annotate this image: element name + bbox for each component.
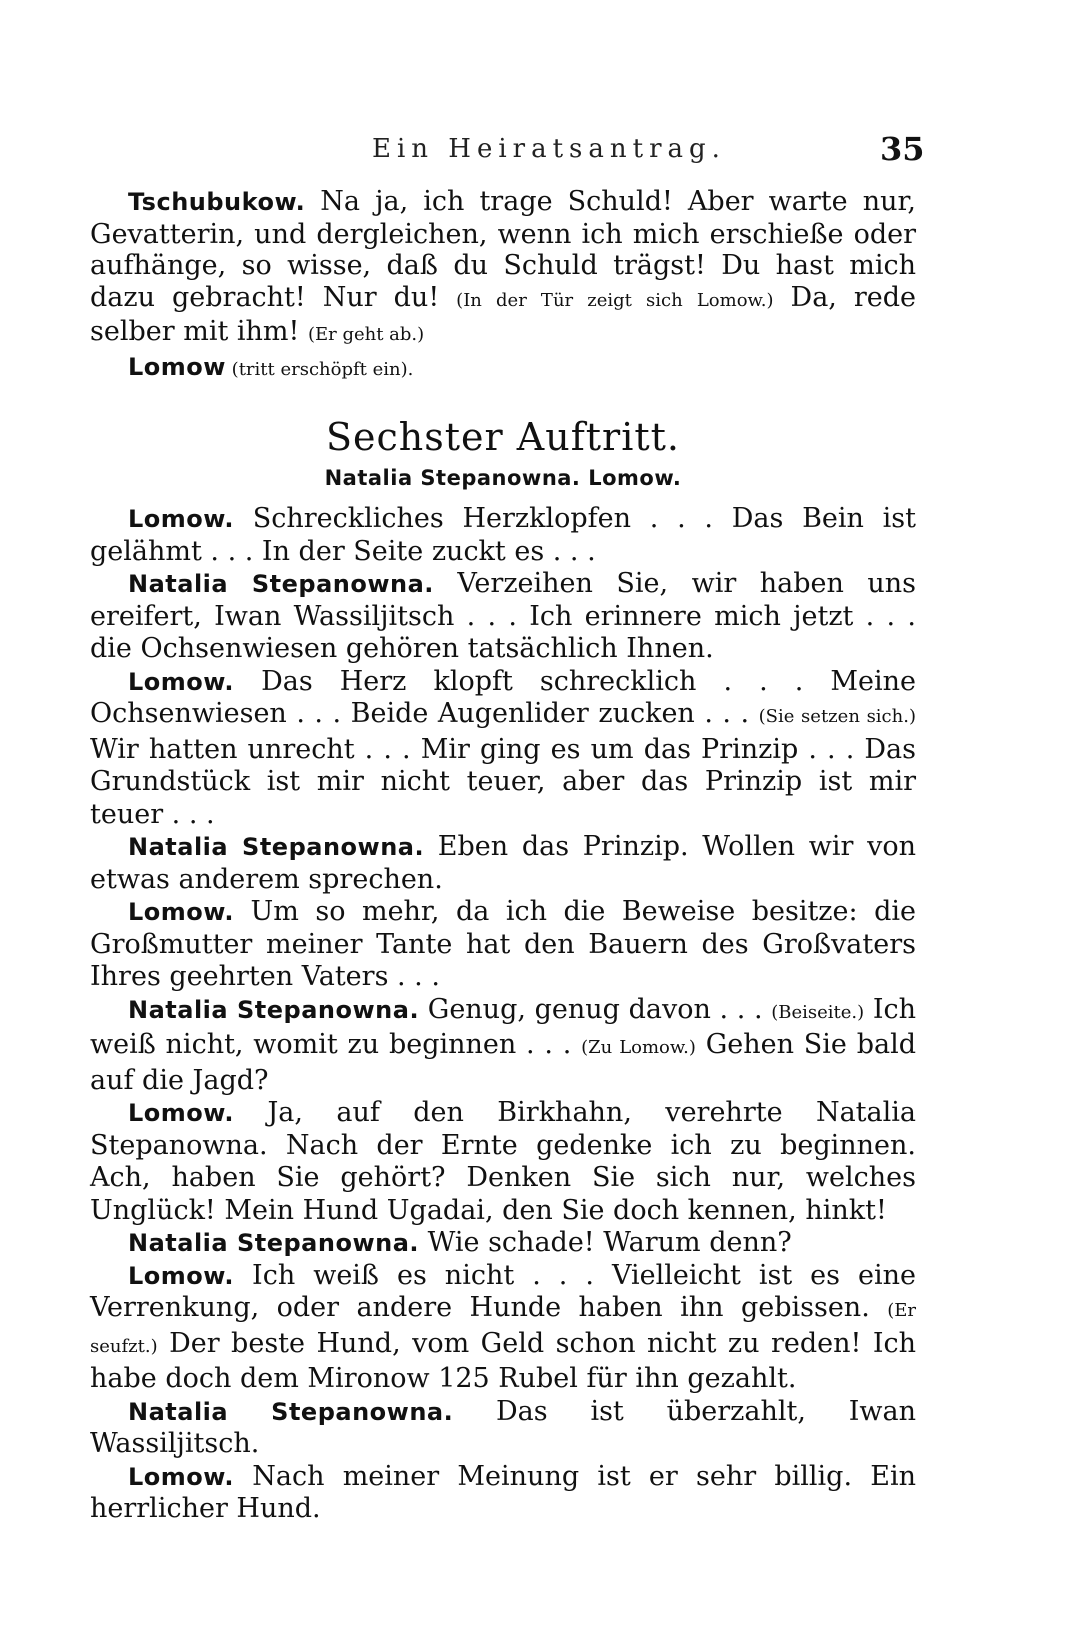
stage-direction: (Zu Lomow.) [581, 1037, 696, 1058]
speaker-name: Natalia Stepanowna. [128, 1397, 454, 1426]
page-number: 35 [880, 130, 925, 168]
spoken-text: Wie schade! Warum denn? [419, 1227, 792, 1258]
spoken-text: Schreckliches Herzklopfen . . . Das Bein ist gelähmt . . . In der Seite zuckt es . . . [90, 503, 916, 567]
spoken-text: Ich weiß nicht, womit zu beginnen . . . [90, 993, 917, 1060]
cast-list: Natalia Stepanowna. Lomow. [324, 466, 682, 490]
dialogue-paragraph [90, 666, 916, 832]
stage-direction: (Er geht ab.) [307, 324, 425, 345]
dialogue-paragraph [90, 831, 916, 896]
spoken-text: Um so mehr, da ich die Beweise besitze: die Großmutter meiner Tante hat den Bauern des Großvaters Ihres geehrten Vaters . . . [90, 896, 916, 992]
spoken-text: Verzeihen Sie, wir haben uns ereifert, Iwan Wassiljitsch . . . Ich erinnere mich jetzt . . . die Ochsenwiesen gehören tatsächlich Ihnen. [90, 568, 916, 664]
speaker-name: Lomow. [128, 505, 235, 533]
speaker-name: Lomow. [128, 1462, 235, 1491]
spoken-text: Ich weiß es nicht . . . Vielleicht ist es eine Verrenkung, oder andere Hunde haben ihn gebissen. [90, 1259, 916, 1323]
speaker-name: Lomow [128, 352, 226, 381]
speaker-name: Lomow. [128, 898, 235, 926]
spoken-text: Eben das Prinzip. Wollen wir von etwas anderem sprechen. [90, 831, 916, 895]
dialogue-paragraph [90, 1461, 916, 1526]
dialogue-paragraph [90, 351, 916, 386]
dialogue-scene-six [90, 503, 916, 1526]
spoken-text: Nach meiner Meinung ist er sehr billig. Ein herrlicher Hund. [90, 1460, 916, 1524]
spoken-text: Das Herz klopft schrecklich . . . Meine Ochsenwiesen . . . Beide Augenlider zucken . . . [90, 665, 916, 729]
dialogue-paragraph [90, 503, 916, 568]
speaker-name: Lomow. [128, 667, 235, 696]
spoken-text: Wir hatten unrecht . . . Mir ging es um das Prinzip . . . Das Grundstück ist mir nicht teuer, aber das Prinzip ist mir teuer . . . [90, 733, 916, 830]
running-head [0, 130, 1072, 174]
dialogue-paragraph [90, 896, 916, 994]
dialogue-before-scene [90, 186, 916, 385]
stage-direction: (Er seufzt.) [90, 1300, 916, 1357]
running-title: Ein Heiratsantrag. [372, 134, 726, 164]
dialogue-paragraph [90, 1396, 916, 1461]
speaker-name: Lomow. [128, 1261, 235, 1290]
dialogue-paragraph [90, 568, 916, 666]
stage-direction: (tritt erschöpft ein). [225, 358, 414, 380]
stage-direction: (Beiseite.) [771, 1001, 865, 1023]
speaker-name: Natalia Stepanowna. [128, 570, 434, 598]
speaker-name: Natalia Stepanowna. [128, 995, 420, 1024]
dialogue-paragraph [90, 1097, 916, 1227]
dialogue-paragraph [90, 994, 916, 1098]
spoken-text: Na ja, ich trage Schuld! Aber warte nur, Gevatterin, und dergleichen, wenn ich mich erschieße oder aufhänge, so wisse, daß du Schuld trägst! Du hast mich dazu gebracht! Nur du! [90, 186, 916, 313]
speaker-name: Natalia Stepanowna. [128, 1229, 420, 1257]
stage-direction: (Sie setzen sich.) [758, 706, 916, 727]
body-text [90, 186, 916, 1526]
scene-title: Sechster Auftritt. [326, 415, 680, 459]
dialogue-paragraph [90, 1227, 916, 1260]
spoken-text: Gehen Sie bald auf die Jagd? [90, 1029, 916, 1096]
speaker-name: Natalia Stepanowna. [128, 833, 425, 861]
speaker-name: Tschubukow. [128, 188, 306, 216]
spoken-text: Da, rede selber mit ihm! [90, 281, 917, 347]
stage-direction: (In der Tür zeigt sich Lomow.) [456, 289, 774, 311]
spoken-text: Der beste Hund, vom Geld schon nicht zu reden! Ich habe doch dem Mironow 125 Rubel für ihn gezahlt. [90, 1327, 916, 1394]
spoken-text: Genug, genug davon . . . [419, 993, 772, 1025]
speaker-name: Lomow. [128, 1099, 235, 1127]
dialogue-paragraph [90, 186, 916, 351]
spoken-text: Ja, auf den Birkhahn, verehrte Natalia Stepanowna. Nach der Ernte gedenke ich zu beginnen. Ach, haben Sie gehört? Denken Sie sich nur, welches Unglück! Mein Hund Ugadai, den Sie doch kennen, hinkt! [90, 1097, 916, 1226]
dialogue-paragraph [90, 1260, 916, 1396]
spoken-text: Das ist überzahlt, Iwan Wassiljitsch. [90, 1395, 916, 1459]
